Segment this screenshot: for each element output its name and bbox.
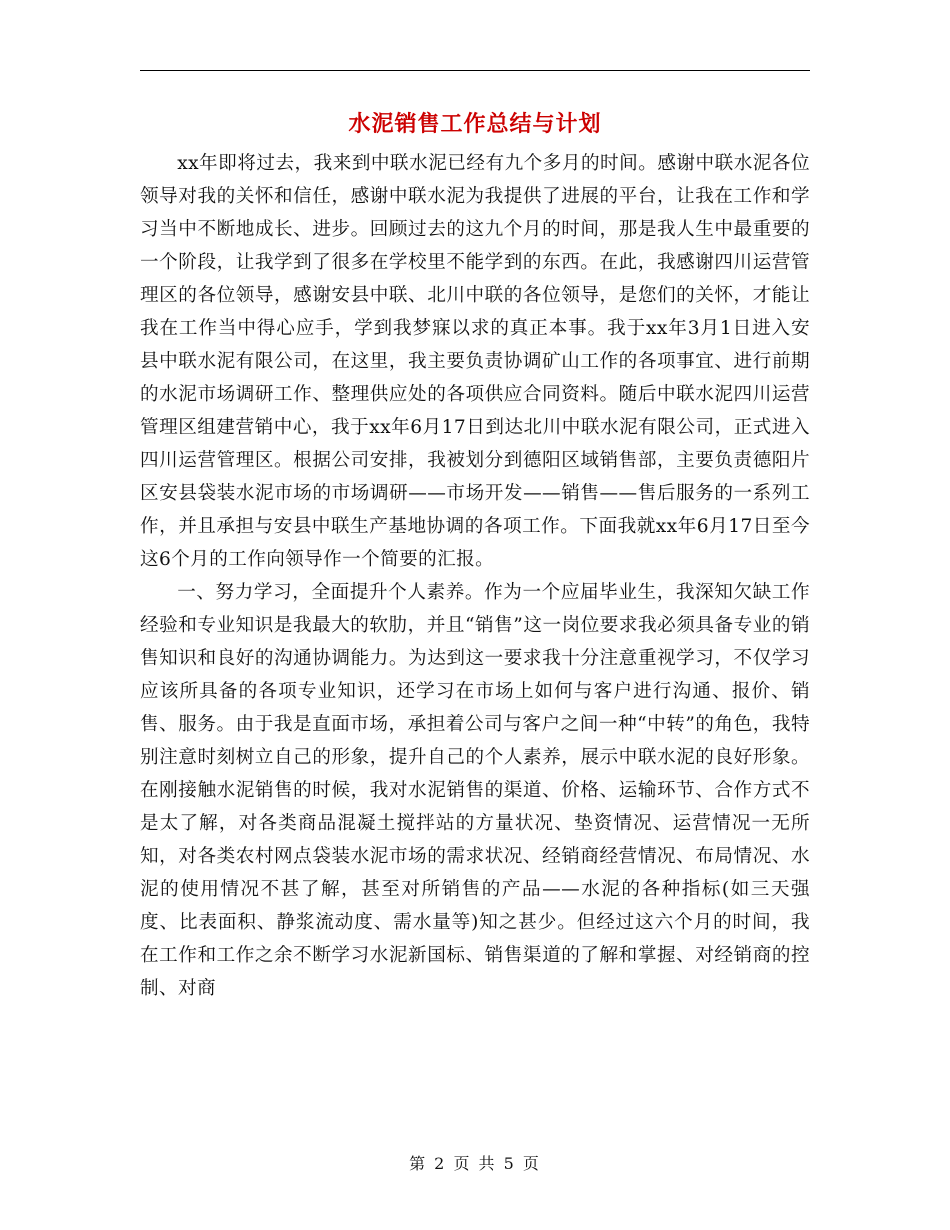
- header-rule: [140, 70, 810, 71]
- document-title: 水泥销售工作总结与计划: [348, 112, 602, 137]
- paragraph-section-1: 一、努力学习，全面提升个人素养。作为一个应届毕业生，我深知欠缺工作经验和专业知识是我最大的软肋，并且“销售”这一岗位要求我必须具备专业的销售知识和良好的沟通协调能力。为达到这一要求我十分注意重视学习，不仅学习应该所具备的各项专业知识，还学习在市场上如何与客户进行沟通、报价、销售、服务。由于我是直面市场，承担着公司与客户之间一种“中转”的角色，我特别注意时刻树立自己的形象，提升自己的个人素养，展示中联水泥的良好形象。在刚接触水泥销售的时候，我对水泥销售的渠道、价格、运输环节、合作方式不是太了解，对各类商品混凝土搅拌站的方量状况、垫资情况、运营情况一无所知，对各类农村网点袋装水泥市场的需求状况、经销商经营情况、布局情况、水泥的使用情况不甚了解，甚至对所销售的产品——水泥的各种指标(如三天强度、比表面积、静浆流动度、需水量等)知之甚少。但经过这六个月的时间，我在工作和工作之余不断学习水泥新国标、销售渠道的了解和掌握、对经销商的控制、对商: [140, 582, 810, 999]
- document-body: [140, 147, 810, 1005]
- paragraph-intro: xx年即将过去，我来到中联水泥已经有九个多月的时间。感谢中联水泥各位领导对我的关怀和信任，感谢中联水泥为我提供了进展的平台，让我在工作和学习当中不断地成长、进步。回顾过去的这九个月的时间，那是我人生中最重要的一个阶段，让我学到了很多在学校里不能学到的东西。在此，我感谢四川运营管理区的各位领导，感谢安县中联、北川中联的各位领导，是您们的关怀，才能让我在工作当中得心应手，学到我梦寐以求的真正本事。我于xx年3月1日进入安县中联水泥有限公司，在这里，我主要负责协调矿山工作的各项事宜、进行前期的水泥市场调研工作、整理供应处的各项供应合同资料。随后中联水泥四川运营管理区组建营销中心，我于xx年6月17日到达北川中联水泥有限公司，正式进入四川运营管理区。根据公司安排，我被划分到德阳区域销售部，主要负责德阳片区安县袋装水泥市场的市场调研——市场开发——销售——售后服务的一系列工作，并且承担与安县中联生产基地协调的各项工作。下面我就xx年6月17日至今这6个月的工作向领导作一个简要的汇报。: [140, 153, 810, 570]
- page-footer: 第 2 页 共 5 页: [409, 1154, 541, 1173]
